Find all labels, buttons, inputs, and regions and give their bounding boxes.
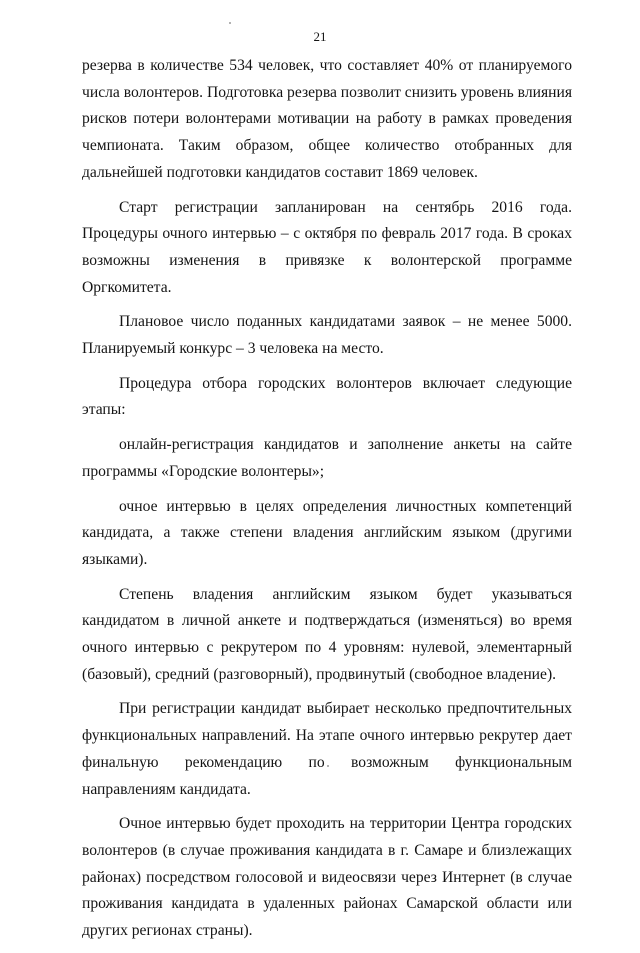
paragraph-stage-online-registration: онлайн-регистрация кандидатов и заполнение анкеты на сайте программы «Городские волонтеры»;: [82, 436, 572, 480]
paragraph-selection-stages-intro: Процедура отбора городских волонтеров включает следующие этапы:: [82, 374, 572, 419]
paragraph-interview-location: Очное интервью будет проходить на территории Центра городских волонтеров (в случае проживания кандидата в г. Самаре и близлежащих районах) посредством голосовой и видеосвязи через Интернет (в случае проживания кандидата в удаленных районах Самарской области или других регионах страны).: [82, 815, 572, 940]
paragraph-functional-areas: При регистрации кандидат выбирает несколько предпочтительных функциональных направлений. На этапе очного интервью рекрутер дает финальную рекомендацию по возможным функциональным направлениям кандидата.: [82, 700, 572, 798]
paragraph-stage-interview: очное интервью в целях определения личностных компетенций кандидата, а также степени владения английским языком (другими языками).: [82, 497, 572, 568]
document-body: [82, 53, 572, 953]
page-number: 21: [313, 29, 327, 44]
paragraph-continuation: резерва в количестве 534 человек, что составляет 40% от планируемого числа волонтеров. Подготовка резерва позволит снизить уровень влияния рисков потери волонтерами мотивации на работу в рамках проведения чемпионата. Таким образом, общее количество отобранных для дальнейшей подготовки кандидатов составит 1869 человек.: [82, 57, 572, 181]
paragraph-english-level: Степень владения английским языком будет указываться кандидатом в личной анкете и подтверждаться (изменяться) во время очного интервью с рекрутером по 4 уровням: нулевой, элементарный (базовый), средний (разговорный), продвинутый (свободное владение).: [82, 585, 572, 683]
scan-speck: [229, 22, 231, 24]
paragraph-application-target: Плановое число поданных кандидатами заявок – не менее 5000. Планируемый конкурс – 3 человека на место.: [82, 313, 572, 358]
paragraph-registration-schedule: Старт регистрации запланирован на сентябрь 2016 года. Процедуры очного интервью – с октября по февраль 2017 года. В сроках возможны изменения в привязке к волонтерской программе Оргкомитета.: [82, 198, 572, 296]
